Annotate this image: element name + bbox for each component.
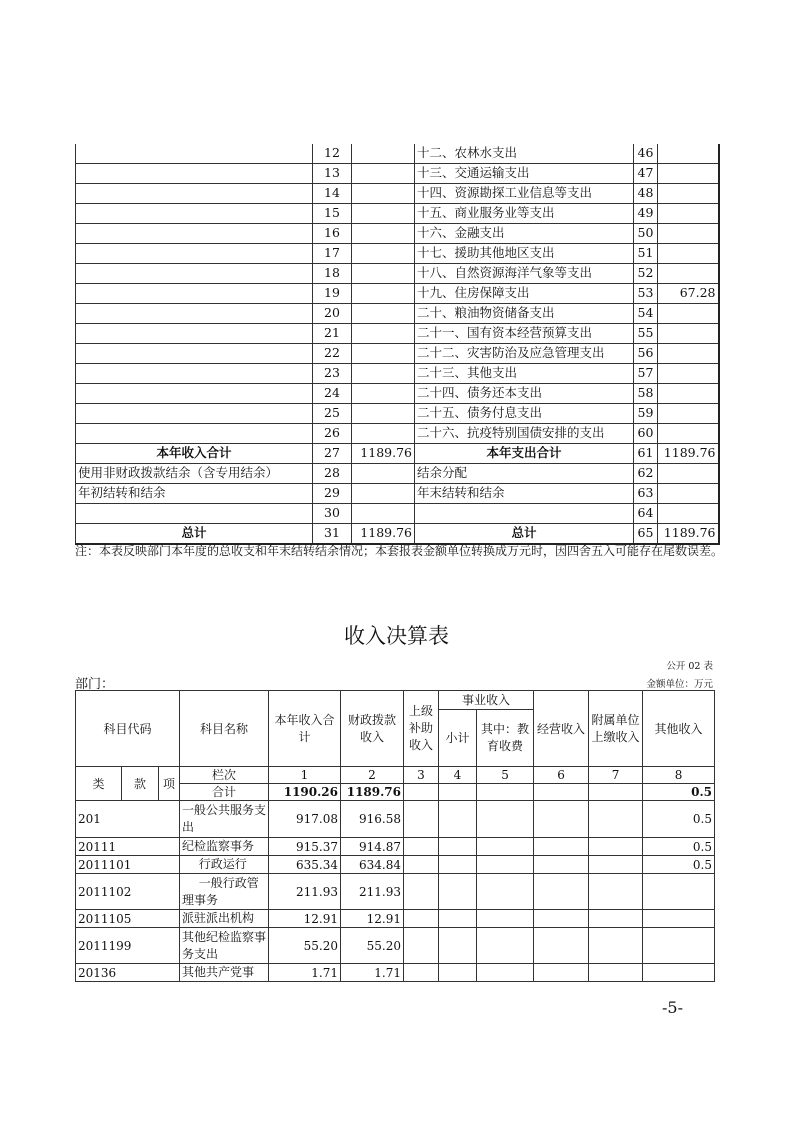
amount-cell bbox=[404, 928, 439, 964]
left-amount bbox=[352, 324, 415, 344]
amount-cell: 211.93 bbox=[269, 874, 341, 910]
table-row bbox=[76, 424, 719, 444]
table-row bbox=[76, 204, 719, 224]
amount-cell bbox=[643, 964, 715, 982]
left-line-no: 27 bbox=[313, 444, 352, 464]
table-row bbox=[76, 484, 719, 504]
right-label: 二十六、抗疫特别国债安排的支出 bbox=[415, 424, 634, 444]
subject-name: 一般行政管理事务 bbox=[180, 874, 269, 910]
right-amount bbox=[658, 404, 719, 424]
right-label: 年末结转和结余 bbox=[415, 484, 634, 504]
column-number: 4 bbox=[439, 767, 477, 784]
amount-cell bbox=[439, 856, 477, 874]
subject-name: 纪检监察事务 bbox=[180, 838, 269, 856]
header-education-fees: 其中：教育收费 bbox=[477, 710, 534, 767]
amount-cell bbox=[589, 874, 643, 910]
column-number: 8 bbox=[643, 767, 715, 784]
right-label: 十二、农林水支出 bbox=[415, 144, 634, 164]
total-value: 1189.76 bbox=[341, 784, 404, 801]
header-fiscal-appropriation: 财政拨款收入 bbox=[341, 691, 404, 767]
table-row bbox=[76, 404, 719, 424]
table-row bbox=[76, 284, 719, 304]
amount-cell bbox=[439, 928, 477, 964]
subject-code: 20136 bbox=[76, 964, 180, 982]
right-label: 二十三、其他支出 bbox=[415, 364, 634, 384]
subject-name: 一般公共服务支出 bbox=[180, 801, 269, 838]
header-kuan: 款 bbox=[122, 767, 159, 801]
right-amount bbox=[658, 504, 719, 524]
amount-cell bbox=[477, 801, 534, 838]
right-label: 十五、商业服务业等支出 bbox=[415, 204, 634, 224]
amount-cell bbox=[439, 838, 477, 856]
column-number: 7 bbox=[589, 767, 643, 784]
table-row bbox=[76, 264, 719, 284]
subject-code: 2011101 bbox=[76, 856, 180, 874]
amount-cell bbox=[477, 838, 534, 856]
amount-cell bbox=[534, 856, 589, 874]
amount-cell bbox=[589, 856, 643, 874]
amount-cell bbox=[404, 856, 439, 874]
left-amount bbox=[352, 344, 415, 364]
right-line-no: 59 bbox=[634, 404, 658, 424]
right-label: 十七、援助其他地区支出 bbox=[415, 244, 634, 264]
right-amount bbox=[658, 344, 719, 364]
amount-cell bbox=[439, 801, 477, 838]
left-label bbox=[76, 364, 313, 384]
right-amount: 1189.76 bbox=[658, 524, 719, 545]
total-value: 0.5 bbox=[643, 784, 715, 801]
right-label bbox=[415, 504, 634, 524]
left-amount bbox=[352, 464, 415, 484]
table-row bbox=[76, 304, 719, 324]
left-label bbox=[76, 284, 313, 304]
left-label bbox=[76, 324, 313, 344]
table-row bbox=[76, 801, 715, 838]
amount-cell bbox=[477, 856, 534, 874]
left-label bbox=[76, 204, 313, 224]
amount-cell: 0.5 bbox=[643, 856, 715, 874]
header-subtotal: 小计 bbox=[439, 710, 477, 767]
left-amount: 1189.76 bbox=[352, 524, 415, 545]
subject-name: 其他共产党事 bbox=[180, 964, 269, 982]
right-amount bbox=[658, 304, 719, 324]
right-label: 十三、交通运输支出 bbox=[415, 164, 634, 184]
table-row bbox=[76, 344, 719, 364]
amount-cell: 1.71 bbox=[269, 964, 341, 982]
amount-cell: 915.37 bbox=[269, 838, 341, 856]
left-line-no: 23 bbox=[313, 364, 352, 384]
header-lei: 类 bbox=[76, 767, 122, 801]
left-amount bbox=[352, 404, 415, 424]
left-label bbox=[76, 264, 313, 284]
right-amount: 67.28 bbox=[658, 284, 719, 304]
table-row bbox=[76, 324, 719, 344]
header-superior-subsidy: 上级补助收入 bbox=[404, 691, 439, 767]
right-amount bbox=[658, 244, 719, 264]
right-label: 十八、自然资源海洋气象等支出 bbox=[415, 264, 634, 284]
amount-cell bbox=[589, 910, 643, 928]
table-row bbox=[76, 224, 719, 244]
left-label bbox=[76, 144, 313, 164]
amount-cell bbox=[404, 910, 439, 928]
right-line-no: 51 bbox=[634, 244, 658, 264]
right-amount bbox=[658, 364, 719, 384]
right-line-no: 54 bbox=[634, 304, 658, 324]
amount-cell bbox=[404, 801, 439, 838]
left-amount bbox=[352, 264, 415, 284]
table-row bbox=[76, 964, 715, 982]
column-number: 5 bbox=[477, 767, 534, 784]
left-line-no: 31 bbox=[313, 524, 352, 545]
left-line-no: 13 bbox=[313, 164, 352, 184]
right-label: 二十四、债务还本支出 bbox=[415, 384, 634, 404]
left-amount bbox=[352, 284, 415, 304]
table-row bbox=[76, 464, 719, 484]
amount-cell: 634.84 bbox=[341, 856, 404, 874]
right-line-no: 56 bbox=[634, 344, 658, 364]
left-line-no: 20 bbox=[313, 304, 352, 324]
left-label bbox=[76, 224, 313, 244]
amount-cell: 635.34 bbox=[269, 856, 341, 874]
left-amount bbox=[352, 144, 415, 164]
right-line-no: 53 bbox=[634, 284, 658, 304]
table-row bbox=[76, 364, 719, 384]
amount-cell bbox=[589, 928, 643, 964]
left-label bbox=[76, 344, 313, 364]
amount-cell: 917.08 bbox=[269, 801, 341, 838]
left-line-no: 19 bbox=[313, 284, 352, 304]
left-amount bbox=[352, 504, 415, 524]
left-line-no: 29 bbox=[313, 484, 352, 504]
table-row bbox=[76, 910, 715, 928]
right-line-no: 48 bbox=[634, 184, 658, 204]
total-value bbox=[404, 784, 439, 801]
amount-cell bbox=[589, 838, 643, 856]
amount-cell bbox=[534, 801, 589, 838]
left-label bbox=[76, 164, 313, 184]
amount-cell bbox=[477, 910, 534, 928]
left-line-no: 12 bbox=[313, 144, 352, 164]
total-value: 1190.26 bbox=[269, 784, 341, 801]
left-amount bbox=[352, 224, 415, 244]
left-line-no: 14 bbox=[313, 184, 352, 204]
column-number: 2 bbox=[341, 767, 404, 784]
left-label bbox=[76, 384, 313, 404]
left-label bbox=[76, 304, 313, 324]
table-row bbox=[76, 164, 719, 184]
amount-cell bbox=[534, 964, 589, 982]
right-label: 二十五、债务付息支出 bbox=[415, 404, 634, 424]
left-line-no: 16 bbox=[313, 224, 352, 244]
table-row bbox=[76, 838, 715, 856]
left-line-no: 25 bbox=[313, 404, 352, 424]
amount-cell bbox=[439, 964, 477, 982]
right-amount: 1189.76 bbox=[658, 444, 719, 464]
table-row bbox=[76, 928, 715, 964]
left-label bbox=[76, 184, 313, 204]
total-value bbox=[589, 784, 643, 801]
amount-cell: 211.93 bbox=[341, 874, 404, 910]
subject-name: 其他纪检监察事务支出 bbox=[180, 928, 269, 964]
right-amount bbox=[658, 324, 719, 344]
left-line-no: 18 bbox=[313, 264, 352, 284]
subject-code: 2011199 bbox=[76, 928, 180, 964]
amount-cell bbox=[477, 928, 534, 964]
amount-cell bbox=[534, 928, 589, 964]
left-amount bbox=[352, 244, 415, 264]
right-label: 总计 bbox=[415, 524, 634, 545]
left-label bbox=[76, 404, 313, 424]
left-label: 总计 bbox=[76, 524, 313, 545]
department-label: 部门： bbox=[75, 677, 115, 692]
amount-cell bbox=[477, 964, 534, 982]
right-amount bbox=[658, 224, 719, 244]
right-label: 十四、资源勘探工业信息等支出 bbox=[415, 184, 634, 204]
amount-cell: 0.5 bbox=[643, 801, 715, 838]
column-number: 6 bbox=[534, 767, 589, 784]
amount-cell bbox=[477, 874, 534, 910]
right-amount bbox=[658, 144, 719, 164]
form-code: 公开 02 表 bbox=[666, 661, 713, 672]
subject-code: 2011105 bbox=[76, 910, 180, 928]
table-row bbox=[76, 874, 715, 910]
amount-cell bbox=[439, 874, 477, 910]
right-line-no: 46 bbox=[634, 144, 658, 164]
header-affiliated-income: 附属单位上缴收入 bbox=[589, 691, 643, 767]
right-line-no: 65 bbox=[634, 524, 658, 545]
amount-cell bbox=[404, 964, 439, 982]
table-row bbox=[76, 144, 719, 164]
left-line-no: 24 bbox=[313, 384, 352, 404]
table-note: 注：本表反映部门本年度的总收支和年末结转结余情况；本套报表金额单位转换成万元时，因四舍五入可能存在尾数误差。 bbox=[75, 544, 724, 558]
left-line-no: 15 bbox=[313, 204, 352, 224]
left-label: 年初结转和结余 bbox=[76, 484, 313, 504]
amount-cell bbox=[534, 910, 589, 928]
right-line-no: 58 bbox=[634, 384, 658, 404]
right-line-no: 61 bbox=[634, 444, 658, 464]
right-label: 二十、粮油物资储备支出 bbox=[415, 304, 634, 324]
table-row bbox=[76, 384, 719, 404]
left-amount bbox=[352, 204, 415, 224]
table-row bbox=[76, 444, 719, 464]
amount-cell: 1.71 bbox=[341, 964, 404, 982]
total-value bbox=[477, 784, 534, 801]
left-label: 使用非财政拨款结余（含专用结余） bbox=[76, 464, 313, 484]
summary-table bbox=[75, 144, 720, 545]
column-number: 3 bbox=[404, 767, 439, 784]
amount-cell: 12.91 bbox=[269, 910, 341, 928]
right-amount bbox=[658, 164, 719, 184]
header-subject-code: 科目代码 bbox=[76, 691, 180, 767]
left-amount bbox=[352, 484, 415, 504]
subject-code: 20111 bbox=[76, 838, 180, 856]
right-amount bbox=[658, 464, 719, 484]
right-line-no: 64 bbox=[634, 504, 658, 524]
amount-cell: 916.58 bbox=[341, 801, 404, 838]
right-line-no: 55 bbox=[634, 324, 658, 344]
amount-cell: 914.87 bbox=[341, 838, 404, 856]
table-row bbox=[76, 856, 715, 874]
left-amount bbox=[352, 304, 415, 324]
left-label bbox=[76, 504, 313, 524]
right-line-no: 47 bbox=[634, 164, 658, 184]
header-xiang: 项 bbox=[159, 767, 180, 801]
amount-cell bbox=[404, 838, 439, 856]
table-row bbox=[76, 524, 719, 545]
right-amount bbox=[658, 384, 719, 404]
right-line-no: 57 bbox=[634, 364, 658, 384]
table-row bbox=[76, 244, 719, 264]
total-label: 合计 bbox=[180, 784, 269, 801]
right-line-no: 62 bbox=[634, 464, 658, 484]
amount-cell: 12.91 bbox=[341, 910, 404, 928]
right-amount bbox=[658, 264, 719, 284]
subject-name: 行政运行 bbox=[180, 856, 269, 874]
right-line-no: 60 bbox=[634, 424, 658, 444]
amount-cell: 0.5 bbox=[643, 838, 715, 856]
left-amount bbox=[352, 364, 415, 384]
subject-name: 派驻派出机构 bbox=[180, 910, 269, 928]
right-line-no: 52 bbox=[634, 264, 658, 284]
page-title: 收入决算表 bbox=[344, 624, 449, 648]
subject-code: 201 bbox=[76, 801, 180, 838]
header-subject-name: 科目名称 bbox=[180, 691, 269, 767]
left-label: 本年收入合计 bbox=[76, 444, 313, 464]
right-label: 结余分配 bbox=[415, 464, 634, 484]
header-business-income: 事业收入 bbox=[439, 691, 534, 710]
right-amount bbox=[658, 204, 719, 224]
amount-cell bbox=[589, 801, 643, 838]
amount-cell bbox=[643, 874, 715, 910]
left-line-no: 30 bbox=[313, 504, 352, 524]
amount-cell bbox=[439, 910, 477, 928]
column-number: 1 bbox=[269, 767, 341, 784]
right-amount bbox=[658, 184, 719, 204]
header-operating-income: 经营收入 bbox=[534, 691, 589, 767]
header-total-income: 本年收入合计 bbox=[269, 691, 341, 767]
right-label: 本年支出合计 bbox=[415, 444, 634, 464]
subject-code: 2011102 bbox=[76, 874, 180, 910]
amount-cell bbox=[404, 874, 439, 910]
left-amount bbox=[352, 384, 415, 404]
right-amount bbox=[658, 424, 719, 444]
amount-cell bbox=[534, 874, 589, 910]
left-line-no: 21 bbox=[313, 324, 352, 344]
left-amount bbox=[352, 164, 415, 184]
left-line-no: 22 bbox=[313, 344, 352, 364]
right-label: 十九、住房保障支出 bbox=[415, 284, 634, 304]
table-row bbox=[76, 184, 719, 204]
right-line-no: 50 bbox=[634, 224, 658, 244]
left-amount: 1189.76 bbox=[352, 444, 415, 464]
left-amount bbox=[352, 184, 415, 204]
header-other-income: 其他收入 bbox=[643, 691, 715, 767]
amount-cell bbox=[589, 964, 643, 982]
total-value bbox=[534, 784, 589, 801]
table-row bbox=[76, 504, 719, 524]
amount-cell bbox=[643, 928, 715, 964]
right-line-no: 49 bbox=[634, 204, 658, 224]
amount-cell bbox=[643, 910, 715, 928]
header-column-no: 栏次 bbox=[180, 767, 269, 784]
page-number: -5- bbox=[662, 998, 683, 1017]
left-label bbox=[76, 424, 313, 444]
left-label bbox=[76, 244, 313, 264]
total-value bbox=[439, 784, 477, 801]
amount-cell bbox=[534, 838, 589, 856]
left-line-no: 17 bbox=[313, 244, 352, 264]
right-label: 十六、金融支出 bbox=[415, 224, 634, 244]
right-label: 二十一、国有资本经营预算支出 bbox=[415, 324, 634, 344]
right-line-no: 63 bbox=[634, 484, 658, 504]
left-amount bbox=[352, 424, 415, 444]
left-line-no: 26 bbox=[313, 424, 352, 444]
right-label: 二十二、灾害防治及应急管理支出 bbox=[415, 344, 634, 364]
unit-label: 金额单位：万元 bbox=[646, 679, 713, 690]
amount-cell: 55.20 bbox=[341, 928, 404, 964]
left-line-no: 28 bbox=[313, 464, 352, 484]
right-amount bbox=[658, 484, 719, 504]
income-table bbox=[75, 690, 715, 982]
amount-cell: 55.20 bbox=[269, 928, 341, 964]
